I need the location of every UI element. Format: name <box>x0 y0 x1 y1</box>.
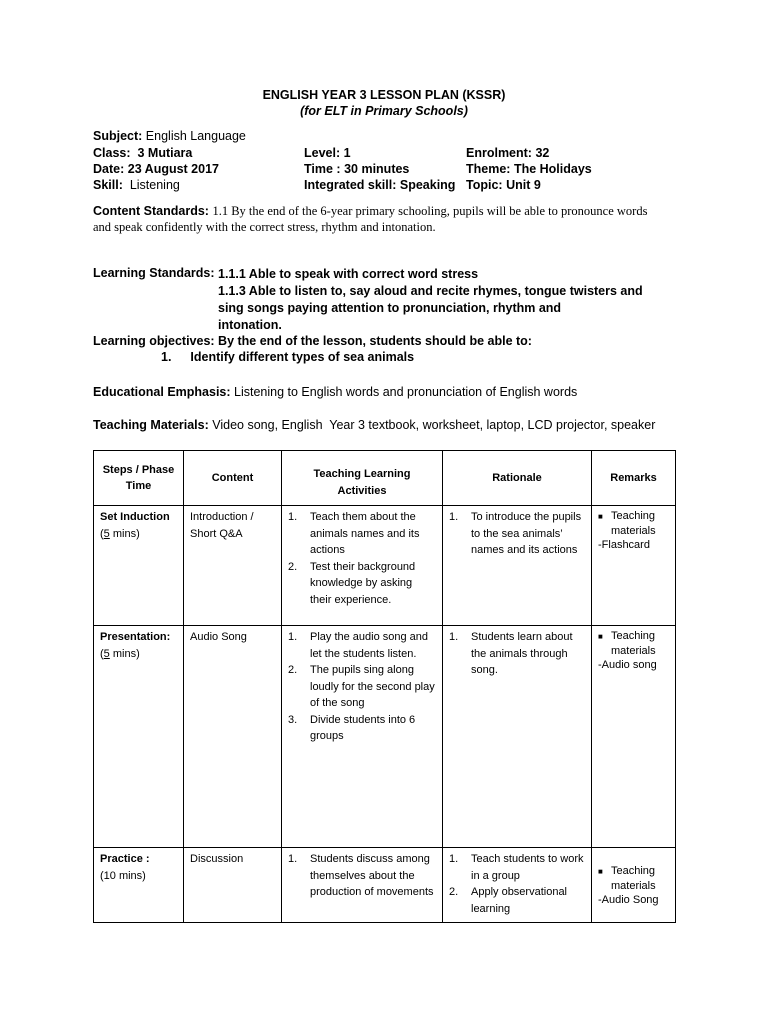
square-bullet-icon: ■ <box>598 867 603 876</box>
educational-emphasis-label: Educational Emphasis: <box>93 385 231 399</box>
learning-standard-3: sing songs paying attention to pronunciation, rhythm and <box>218 301 562 315</box>
date-label: Date: <box>93 162 125 176</box>
item-number: 3. <box>288 713 298 726</box>
date-line <box>93 161 219 177</box>
date-value: 23 August 2017 <box>127 162 219 176</box>
topic-line <box>466 177 541 193</box>
subject-label: Subject: <box>93 129 143 143</box>
educational-emphasis-text: Listening to English words and pronunciation of English words <box>234 385 578 399</box>
item-number: 1. <box>449 511 459 523</box>
theme-value: The Holidays <box>513 162 592 176</box>
educational-emphasis <box>93 384 577 400</box>
phase-time <box>100 526 177 543</box>
phase-name: Practice : <box>100 853 150 865</box>
header-activities <box>282 451 443 506</box>
lesson-steps-table <box>93 450 676 923</box>
phase-time <box>100 868 177 885</box>
time-open: ( <box>100 527 104 540</box>
phase-name: Set Induction <box>100 511 170 523</box>
list-item <box>449 884 585 917</box>
phase-cell <box>94 848 184 923</box>
list-item <box>449 851 585 884</box>
item-number: 1. <box>449 853 459 865</box>
skill-line <box>93 177 180 193</box>
rationale-cell <box>443 506 592 626</box>
learning-standards-label: Learning Standards: <box>93 266 215 280</box>
time-line <box>304 161 409 177</box>
table-row <box>94 506 676 626</box>
enrolment-value: 32 <box>535 146 550 160</box>
table-row <box>94 848 676 923</box>
remarks-sub: -Audio song <box>598 659 657 671</box>
objective-item <box>161 349 414 365</box>
list-item <box>288 559 436 609</box>
item-number: 2. <box>288 664 298 676</box>
item-number: 1. <box>288 631 298 643</box>
integrated-skill-value: Speaking <box>399 178 456 192</box>
class-label: Class: <box>93 146 131 160</box>
subject-value: English Language <box>145 129 246 143</box>
remarks-bullet <box>592 629 669 658</box>
learning-standard-4: intonation. <box>218 318 282 332</box>
time-number: 5 <box>103 527 110 540</box>
item-number: 1. <box>288 511 298 523</box>
phase-cell <box>94 506 184 626</box>
class-value: 3 Mutiara <box>137 146 193 160</box>
list-item <box>288 509 436 559</box>
item-number: 1. <box>449 631 459 643</box>
content-standards-text-1: 1.1 By the end of the 6-year primary schooling, pupils will be able to pronounce words <box>212 204 648 218</box>
remarks-bullet-text: Teaching materials <box>611 865 656 892</box>
remarks-bullet-text: Teaching materials <box>611 510 656 537</box>
list-item <box>288 712 436 745</box>
enrolment-line <box>466 145 549 161</box>
remarks-cell <box>592 626 676 848</box>
document-title: ENGLISH YEAR 3 LESSON PLAN (KSSR) <box>262 88 506 102</box>
remarks-bullet <box>592 509 669 538</box>
item-text: Divide students into 6 groups <box>310 713 416 742</box>
content-cell: Audio Song <box>184 626 282 848</box>
item-text: Apply observational learning <box>471 886 568 915</box>
remarks-bullet-text: Teaching materials <box>611 630 656 657</box>
objective-item-text: Identify different types of sea animals <box>190 350 415 364</box>
content-cell: Introduction / Short Q&A <box>184 506 282 626</box>
phase-time <box>100 646 177 663</box>
level-line <box>304 145 351 161</box>
header-remarks: Remarks <box>592 451 676 506</box>
item-text: Teach students to work in a group <box>471 853 584 882</box>
phase-cell <box>94 626 184 848</box>
square-bullet-icon: ■ <box>598 632 603 641</box>
teaching-materials-label: Teaching Materials: <box>93 418 209 432</box>
level-value: 1 <box>343 146 351 160</box>
square-bullet-icon: ■ <box>598 512 603 521</box>
time-number: 5 <box>103 647 110 660</box>
remarks-cell <box>592 506 676 626</box>
header-activities-line-1: Teaching Learning <box>313 468 411 480</box>
class-line <box>93 145 192 161</box>
theme-label: Theme: <box>466 162 511 176</box>
integrated-skill-label: Integrated skill: <box>304 178 397 192</box>
skill-value: Listening <box>129 178 180 192</box>
activities-cell <box>282 626 443 848</box>
item-text: Students learn about the animals through song. <box>471 631 573 676</box>
item-number: 1. <box>288 853 298 865</box>
item-text: Teach them about the animals names and its actions <box>310 511 420 556</box>
teaching-materials-text: Video song, English Year 3 textbook, worksheet, laptop, LCD projector, speaker <box>212 418 656 432</box>
list-item <box>288 851 436 901</box>
item-text: To introduce the pupils to the sea animals’ names and its actions <box>471 511 582 556</box>
phase-name: Presentation: <box>100 631 171 643</box>
item-text: Test their background knowledge by asking their experience. <box>310 560 416 606</box>
time-open: (10 mins) <box>100 869 146 882</box>
content-standards-label: Content Standards: <box>93 204 209 218</box>
header-steps <box>94 451 184 506</box>
integrated-skill-line <box>304 177 455 193</box>
list-item <box>288 629 436 662</box>
learning-objectives <box>93 333 532 349</box>
subject-line <box>93 128 246 144</box>
header-steps-line-1: Steps / Phase <box>102 463 175 476</box>
topic-label: Topic: <box>466 178 503 192</box>
remarks-sub: -Audio Song <box>598 894 659 906</box>
enrolment-label: Enrolment: <box>466 146 532 160</box>
time-value: 30 minutes <box>344 162 410 176</box>
time-label: Time : <box>304 162 341 176</box>
list-item <box>288 662 436 712</box>
learning-objectives-text: By the end of the lesson, students should be able to: <box>218 334 532 348</box>
activities-cell <box>282 848 443 923</box>
learning-standard-2: 1.1.3 Able to listen to, say aloud and recite rhymes, tongue twisters and <box>218 284 643 298</box>
time-close: mins) <box>109 527 140 540</box>
item-text: Play the audio song and let the students listen. <box>310 631 429 660</box>
list-item <box>449 509 585 559</box>
rationale-cell <box>443 848 592 923</box>
item-number: 2. <box>288 560 298 573</box>
header-content: Content <box>184 451 282 506</box>
item-text: The pupils sing along loudly for the second play of the song <box>310 664 435 709</box>
level-label: Level: <box>304 146 341 160</box>
theme-line <box>466 161 592 177</box>
header-steps-line-2: Time <box>125 480 152 492</box>
remarks-bullet <box>592 864 669 893</box>
objective-item-number: 1. <box>161 350 172 364</box>
time-close: mins) <box>109 647 140 660</box>
table-header-row <box>94 451 676 506</box>
activities-cell <box>282 506 443 626</box>
header-rationale: Rationale <box>443 451 592 506</box>
item-text: Students discuss among themselves about the production of movements <box>310 853 434 898</box>
topic-value: Unit 9 <box>506 178 541 192</box>
time-open: ( <box>100 647 104 660</box>
rationale-cell <box>443 626 592 848</box>
item-number: 2. <box>449 886 459 898</box>
document-subtitle: (for ELT in Primary Schools) <box>300 104 468 118</box>
header-activities-line-2: Activities <box>337 484 387 497</box>
content-standards-text-2: and speak confidently with the correct stress, rhythm and intonation. <box>93 220 436 234</box>
remarks-cell <box>592 848 676 923</box>
skill-label: Skill: <box>93 178 123 192</box>
list-item <box>449 629 585 679</box>
content-standards <box>93 203 683 235</box>
learning-standard-1: 1.1.1 Able to speak with correct word stress <box>218 267 479 281</box>
table-row <box>94 626 676 848</box>
learning-objectives-label: Learning objectives: <box>93 334 215 348</box>
teaching-materials <box>93 417 655 433</box>
remarks-sub: -Flashcard <box>598 539 650 551</box>
content-cell: Discussion <box>184 848 282 923</box>
